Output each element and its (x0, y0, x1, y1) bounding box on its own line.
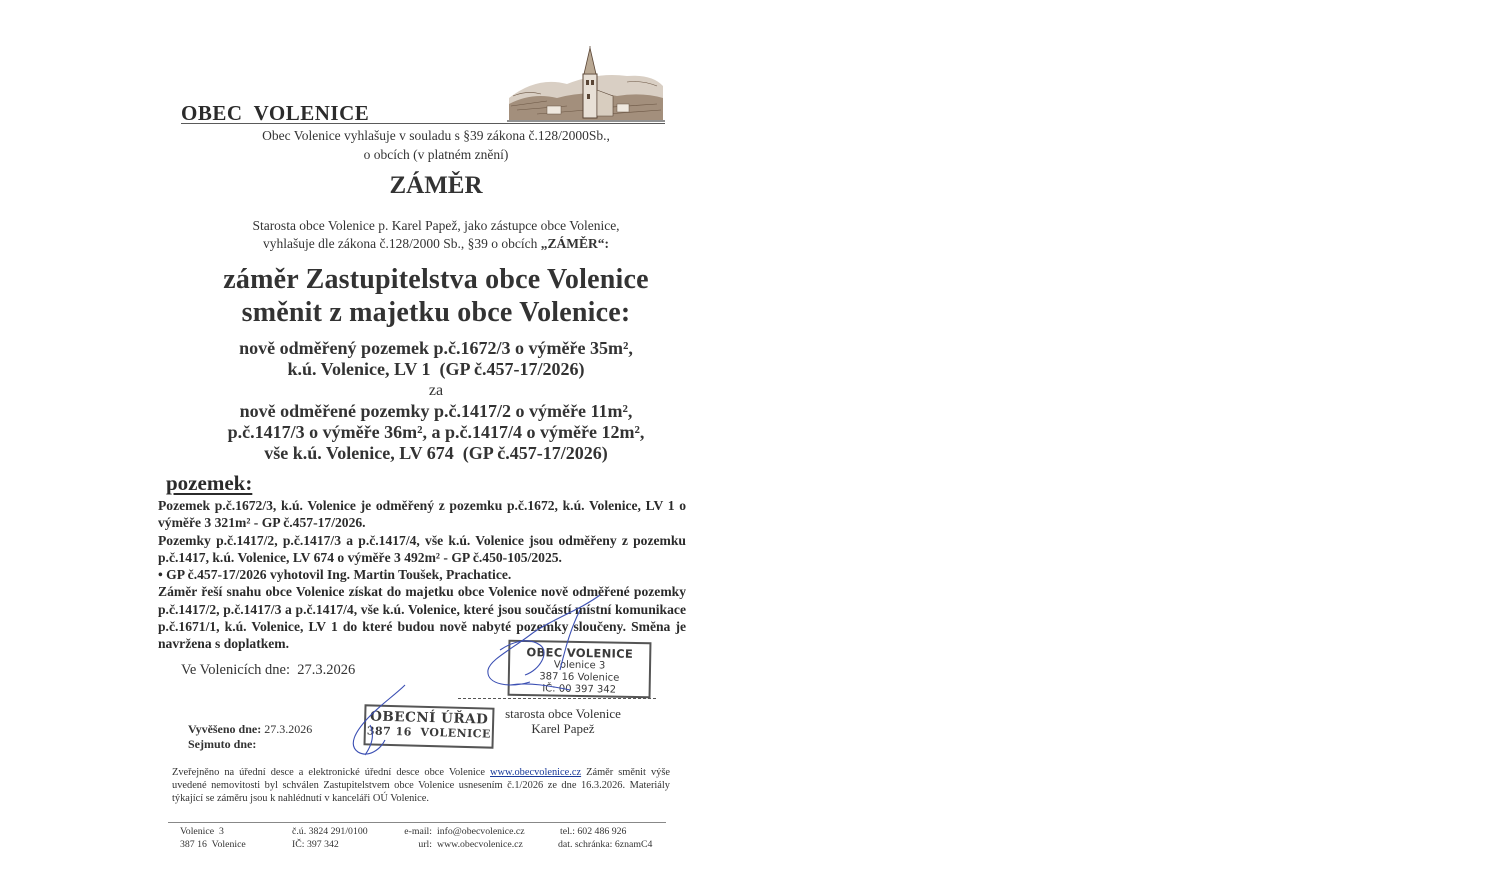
posting-info (188, 722, 312, 752)
church-village-illustration-icon (507, 46, 665, 122)
footer-contacts (394, 825, 534, 851)
subintro-text (180, 217, 692, 253)
website-link[interactable]: www.obecvolenice.cz (490, 767, 582, 778)
publication-note (172, 766, 670, 805)
intro-text (180, 126, 692, 164)
email-label: e-mail: (404, 826, 432, 837)
posted-value: 27.3.2026 (261, 722, 313, 736)
header-divider (181, 123, 665, 124)
intent-heading-line-2: směnit z majetku obce Volenice: (241, 297, 631, 328)
intro-line-2: o obcích (v platném znění) (363, 147, 509, 162)
footer-bank (292, 825, 368, 851)
approval-note: Záměr směnit výše uvedené nemovitosti byl schválen Zastupitelstvem obce Volenice usnesením č.1/2026 ze dne 16.3.2026. Materiály týkající se záměru jsou k nahlédnutí v kanceláři OÚ Volenice. (172, 767, 670, 804)
parcel-b-description (170, 401, 702, 464)
stamp-urad-line-1: OBECNÍ ÚŘAD (369, 708, 489, 728)
parcel-b-line-1: nově odměřené pozemky p.č.1417/2 o výměře 11m², (239, 401, 633, 421)
stamp-obec-line-2: Volenice 3 (553, 659, 606, 672)
posted-label: Vyvěšeno dne: (188, 722, 262, 736)
paragraph: Záměr řeší snahu obce Volenice získat do majetku obce Volenice nově odměřené pozemky p.č.1417/2, p.č.1417/3 a p.č.1417/4, vše k.ú. Volenice, které jsou součástí místní komunikace p.č.1671/1, k.ú. Volenice, LV 1 do které budou nově nabyté pozemky sloučeny. Směna je navržena s doplatkem. (158, 584, 686, 652)
footer-databox: dat. schránka: 6znamC4 (558, 839, 653, 850)
footer-phone-databox (558, 825, 652, 851)
section-body (158, 497, 686, 653)
signature-line (458, 698, 656, 699)
org-name: OBEC VOLENICE (181, 101, 370, 125)
date-line: Ve Volenicích dne: 27.3.2026 (181, 662, 356, 678)
url-label: url: (418, 839, 432, 850)
document-title: ZÁMĚR (389, 172, 483, 199)
footer-email-row (394, 825, 534, 838)
parcel-a-description (170, 338, 702, 380)
parcel-b-line-3: vše k.ú. Volenice, LV 674 (GP č.457-17/2026) (264, 443, 608, 463)
footer-email: info@obecvolenice.cz (437, 826, 525, 837)
exchange-for-label: za (428, 382, 444, 399)
paragraph: Pozemky p.č.1417/2, p.č.1417/3 a p.č.1417/4, vše k.ú. Volenice jsou odměřeny z pozemku p.č.1417, k.ú. Volenice, LV 674 o výměře 3 492m² - GP č.450-105/2025. (158, 532, 686, 565)
footer-ico: IČ: 397 342 (292, 839, 339, 850)
intro-line-1: Obec Volenice vyhlašuje v souladu s §39 zákona č.128/2000Sb., (262, 128, 610, 143)
parcel-b-line-2: p.č.1417/3 o výměře 36m², a p.č.1417/4 o výměře 12m², (227, 422, 645, 442)
footer-tel: tel.: 602 486 926 (560, 826, 627, 837)
posted-row (188, 722, 312, 737)
stamp-obec-line-4: IČ: 00 397 342 (542, 683, 617, 696)
signer-name: Karel Papež (531, 721, 595, 736)
footer-address (180, 825, 246, 851)
stamp-obecni-urad (363, 704, 494, 748)
parcel-a-line-1: nově odměřený pozemek p.č.1672/3 o výměře 35m², (239, 338, 633, 358)
footer-divider (168, 822, 666, 823)
parcel-a-line-2: k.ú. Volenice, LV 1 (GP č.457-17/2026) (287, 359, 585, 379)
stamp-obec-line-3: 387 16 Volenice (539, 671, 620, 684)
removed-row (188, 737, 312, 752)
paragraph: • GP č.457-17/2026 vyhotovil Ing. Martin Toušek, Prachatice. (158, 567, 512, 583)
stamp-urad-line-2: 387 16 VOLENICE (366, 724, 492, 741)
stamp-obec-line-1: OBEC VOLENICE (526, 645, 634, 661)
footer-account: č.ú. 3824 291/0100 (292, 826, 368, 837)
section-heading-pozemek: pozemek: (166, 471, 253, 495)
intent-heading (170, 263, 702, 329)
footer-address-line-2: 387 16 Volenice (180, 839, 246, 850)
footer-url-row (394, 838, 534, 851)
intent-heading-line-1: záměr Zastupitelstva obce Volenice (223, 264, 649, 295)
subintro-line-2 (180, 235, 692, 253)
removed-label: Sejmuto dne: (188, 737, 257, 751)
footer-url: www.obecvolenice.cz (437, 839, 523, 850)
footer-address-line-1: Volenice 3 (180, 826, 224, 837)
subintro-line-1: Starosta obce Volenice p. Karel Papež, jako zástupce obce Volenice, (252, 218, 620, 233)
paragraph: Pozemek p.č.1672/3, k.ú. Volenice je odměřený z pozemku p.č.1672, k.ú. Volenice, LV 1 o výměře 3 321m² - GP č.457-17/2026. (158, 498, 686, 531)
signer-role: starosta obce Volenice (505, 706, 621, 721)
stamp-obec-volenice (508, 640, 652, 698)
subintro-zamer-quote: „ZÁMĚR“: (540, 236, 610, 251)
publication-note-text: Zveřejněno na úřední desce a elektronické úřední desce obce Volenice (172, 767, 491, 778)
subintro-line-2-text: vyhlašuje dle zákona č.128/2000 Sb., §39 o obcích (262, 236, 541, 251)
